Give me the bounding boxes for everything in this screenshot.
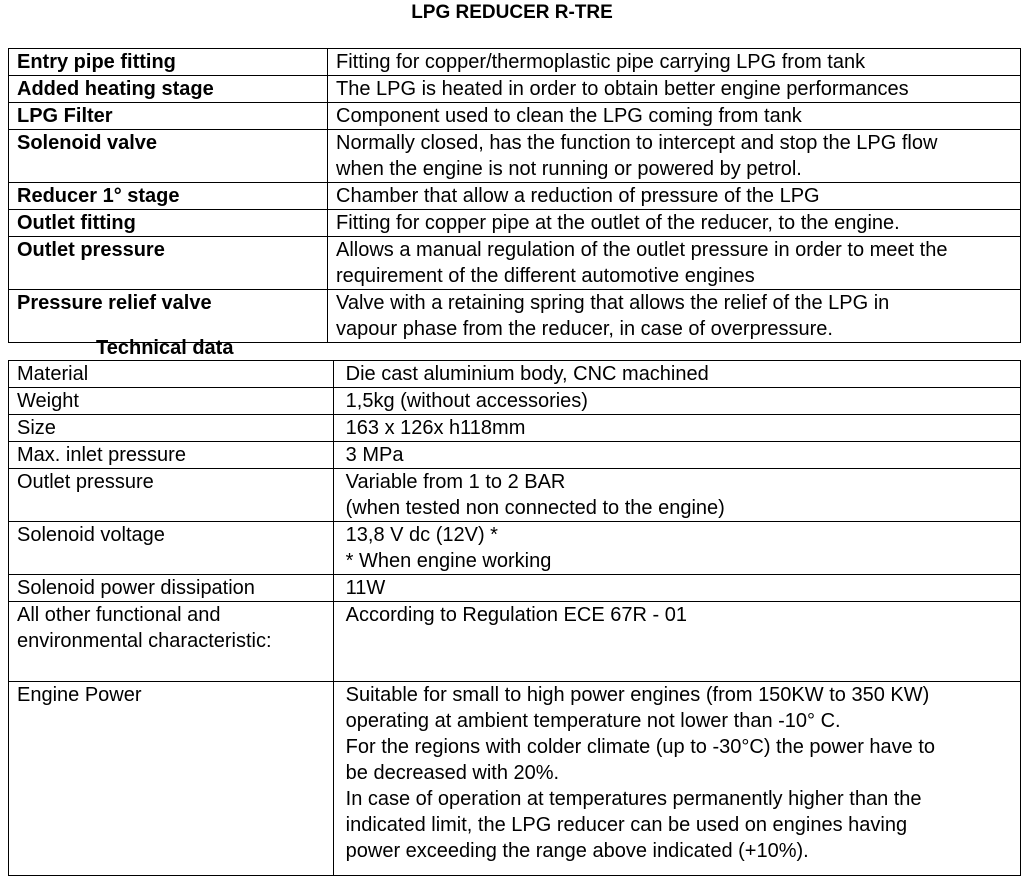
spec-label: Material — [9, 361, 334, 388]
spec-label: Size — [9, 415, 334, 442]
component-label: Reducer 1° stage — [9, 183, 328, 210]
component-label: LPG Filter — [9, 103, 328, 130]
spec-value: Suitable for small to high power engines (from 150KW to 350 KW) operating at ambient temperature not lower than -10° C. For the regions with colder climate (up to -30°C) the power have to be decreased with 20%. In case of operation at temperatures permanently higher than the indicated limit, the LPG reducer can be used on engines having power exceeding the range above indicated (+10%). — [333, 682, 1020, 876]
component-description: Component used to clean the LPG coming from tank — [328, 103, 1021, 130]
table-row — [9, 442, 1021, 469]
component-label: Outlet pressure — [9, 237, 328, 290]
table-row — [9, 415, 1021, 442]
spec-label: Weight — [9, 388, 334, 415]
component-description: Chamber that allow a reduction of pressure of the LPG — [328, 183, 1021, 210]
components-table — [8, 48, 1021, 343]
table-row — [9, 237, 1021, 290]
document-title: LPG REDUCER R-TRE — [411, 2, 613, 23]
table-row — [9, 602, 1021, 682]
table-row — [9, 183, 1021, 210]
spec-value: Die cast aluminium body, CNC machined — [333, 361, 1020, 388]
component-label: Solenoid valve — [9, 130, 328, 183]
table-row — [9, 388, 1021, 415]
spec-label: Outlet pressure — [9, 469, 334, 522]
table-row — [9, 76, 1021, 103]
spec-value: 3 MPa — [333, 442, 1020, 469]
spec-value: 163 x 126x h118mm — [333, 415, 1020, 442]
spec-label: Solenoid voltage — [9, 522, 334, 575]
component-label: Pressure relief valve — [9, 290, 328, 343]
component-description: Fitting for copper/thermoplastic pipe carrying LPG from tank — [328, 49, 1021, 76]
spec-value: 11W — [333, 575, 1020, 602]
spec-label: Engine Power — [9, 682, 334, 876]
spec-label: Max. inlet pressure — [9, 442, 334, 469]
table-row — [9, 210, 1021, 237]
component-description: Normally closed, has the function to intercept and stop the LPG flow when the engine is not running or powered by petrol. — [328, 130, 1021, 183]
table-row — [9, 361, 1021, 388]
component-label: Added heating stage — [9, 76, 328, 103]
spec-value: 13,8 V dc (12V) * * When engine working — [333, 522, 1020, 575]
table-row — [9, 49, 1021, 76]
technical-data-table — [8, 360, 1021, 876]
table-row — [9, 575, 1021, 602]
table-row — [9, 469, 1021, 522]
table-row — [9, 130, 1021, 183]
technical-data-heading: Technical data — [96, 337, 234, 359]
component-description: Fitting for copper pipe at the outlet of the reducer, to the engine. — [328, 210, 1021, 237]
spec-value: According to Regulation ECE 67R - 01 — [333, 602, 1020, 682]
component-description: The LPG is heated in order to obtain better engine performances — [328, 76, 1021, 103]
component-description: Allows a manual regulation of the outlet pressure in order to meet the requirement of the different automotive engines — [328, 237, 1021, 290]
spec-value: 1,5kg (without accessories) — [333, 388, 1020, 415]
table-row — [9, 522, 1021, 575]
component-description: Valve with a retaining spring that allows the relief of the LPG in vapour phase from the reducer, in case of overpressure. — [328, 290, 1021, 343]
table-row — [9, 103, 1021, 130]
component-label: Entry pipe fitting — [9, 49, 328, 76]
spec-label: All other functional and environmental characteristic: — [9, 602, 334, 682]
spec-value: Variable from 1 to 2 BAR (when tested non connected to the engine) — [333, 469, 1020, 522]
table-row — [9, 682, 1021, 876]
component-label: Outlet fitting — [9, 210, 328, 237]
spec-label: Solenoid power dissipation — [9, 575, 334, 602]
